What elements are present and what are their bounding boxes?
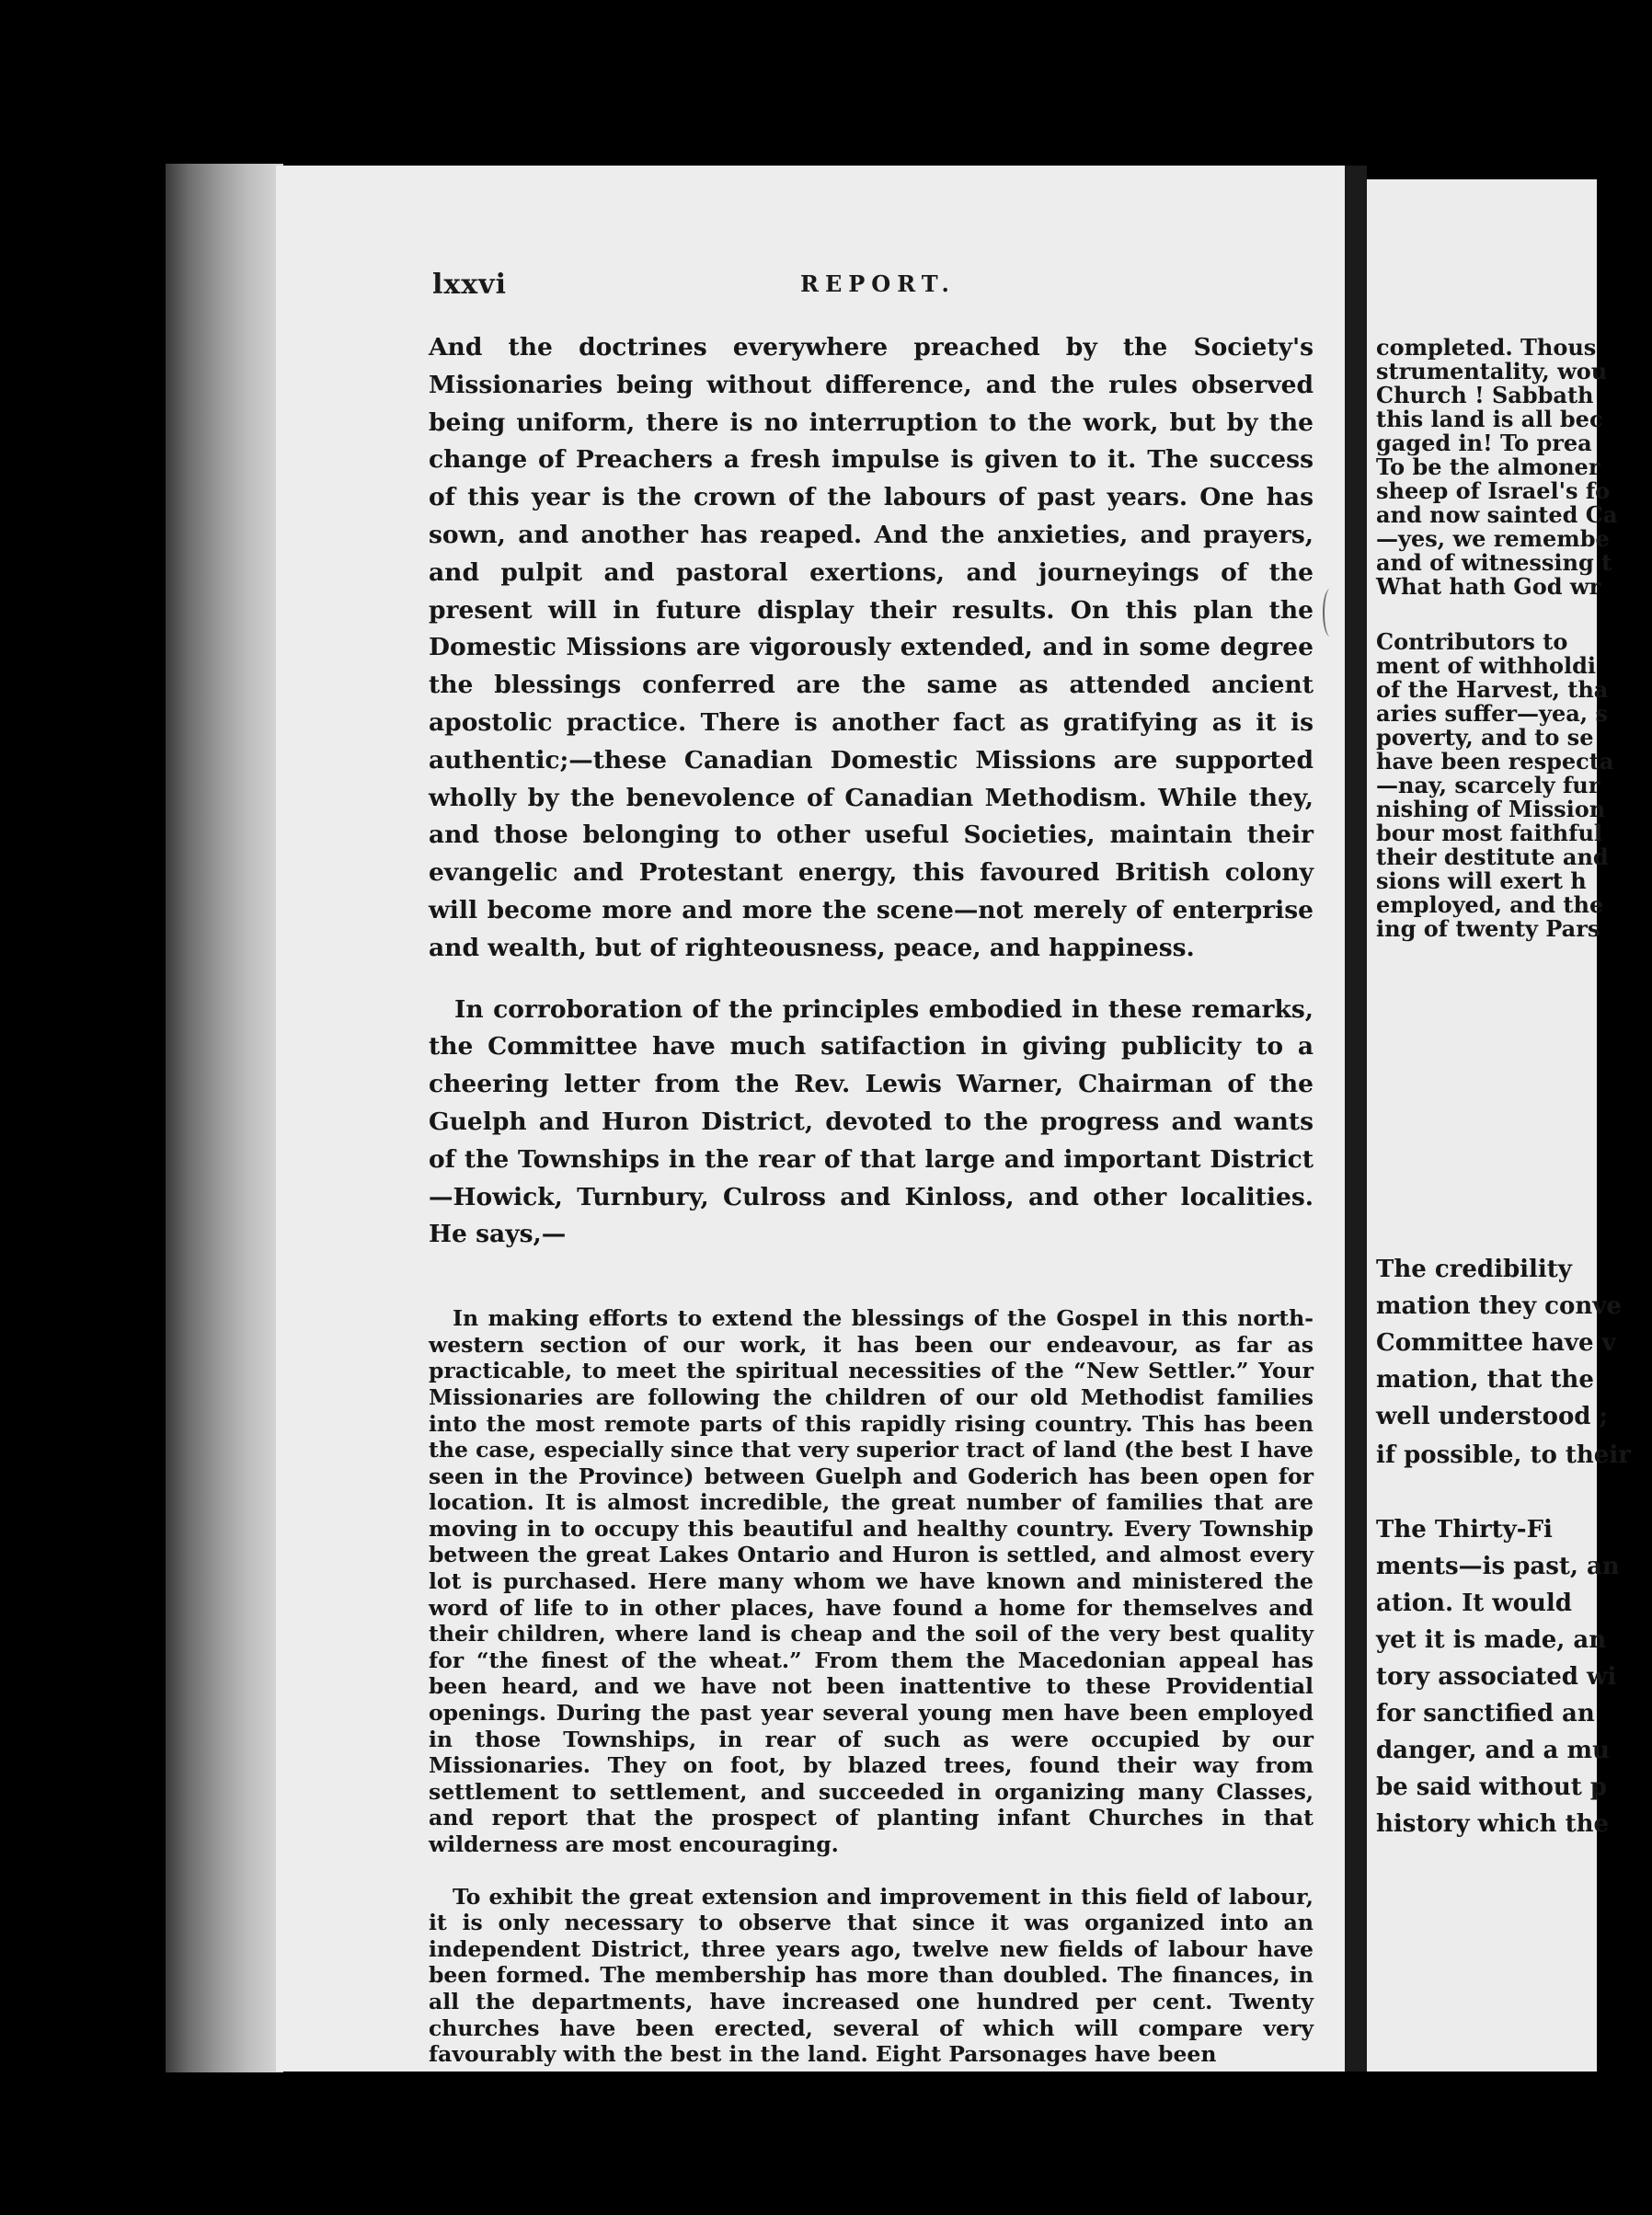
right-line: aries suffer—yea, s [1376, 700, 1609, 727]
right-line: mation, that the [1376, 1366, 1594, 1394]
right-line: well understood ; [1376, 1403, 1609, 1430]
book-edge [166, 164, 283, 2072]
right-line: yet it is made, an [1376, 1626, 1607, 1654]
right-line: and of witnessing t [1376, 549, 1612, 576]
quoted-letter-paragraph: In making efforts to extend the blessings of the Gospel in this north-western section of our work, it has been our endeavour, as far as practicable, to meet the spiritual necessities of the “New Settler.” Your Missionaries are following the children of our old Methodist families into the most remote parts of this rapidly rising country. This has been the case, especially since that very superior tract of land (the best I have seen in the Province) between Guelph and Goderich has been open for location. It is almost incredible, the great number of families that are moving in to occupy this beautiful and healthy country. Every Township between the great Lakes Ontario and Huron is settled, and almost every lot is purchased. Here many whom we have known and ministered the word of life to in other places, have found a home for themselves and their children, where land is cheap and the soil of the very best quality for “the finest of the wheat.” From them the Macedonian appeal has been heard, and we have not been inattentive to these Providential openings. During the past year several young men have been employed in those Townships, in rear of such as were occupied by our Missionaries. They on foot, by blazed trees, found their way from settlement to settlement, and succeeded in organizing many Classes, and report that the prospect of planting infant Churches in that wilderness are most encouraging. [429, 1305, 1314, 1857]
right-line: The Thirty-Fi [1376, 1516, 1553, 1544]
paragraph: And the doctrines everywhere preached by the Society's Missionaries being without difference, and the rules observed being uniform, there is no interruption to the work, but by the change of Preachers a fresh impulse is given to it. The success of this year is the crown of the labours of past years. One has sown, and another has reaped. And the anxieties, and prayers, and pulpit and pastoral exertions, and journeyings of the present will in future display their results. On this plan the Domestic Missions are vigorously extended, and in some degree the blessings conferred are the same as attended ancient apostolic practice. There is another fact as gratifying as it is authentic;—these Canadian Domestic Missions are supported wholly by the benevolence of Canadian Methodism. While they, and those belonging to other useful Societies, maintain their evangelic and Protestant energy, this favoured British colony will become more and more the scene—not merely of enterprise and wealth, but of righteousness, peace, and happiness. [429, 333, 1314, 962]
right-line: bour most faithful [1376, 820, 1603, 846]
paragraph: In corroboration of the principles embodied in these remarks, the Committee have much satifaction in giving publicity to a cheering letter from the Rev. Lewis Warner, Chairman of the Guelph and Huron District, devoted to the progress and wants of the Townships in the rear of that large and important District—Howick, Turnbury, Culross and Kinloss, and other localities. He says,— [429, 994, 1314, 1249]
page-header [432, 269, 1352, 305]
right-line: history which the [1376, 1810, 1610, 1838]
right-line: their destitute and [1376, 844, 1609, 870]
right-line: ation. It would [1376, 1590, 1572, 1617]
right-line: tory associated wi [1376, 1663, 1617, 1691]
right-line: gaged in! To prea [1376, 430, 1592, 456]
right-line: and now sainted Ca [1376, 501, 1618, 528]
right-line: —nay, scarcely fur [1376, 772, 1600, 798]
right-line: mation they conve [1376, 1292, 1622, 1320]
right-line: be said without p [1376, 1773, 1608, 1801]
right-line: ments—is past, an [1376, 1553, 1620, 1580]
right-line: sions will exert h [1376, 867, 1587, 894]
right-line: if possible, to their [1376, 1441, 1631, 1469]
quoted-letter-paragraph: To exhibit the great extension and improvement in this field of labour, it is only necessary to observe that since it was organized into an independent District, three years ago, twelve new fields of labour have been formed. The membership has more than doubled. The finances, in all the departments, have increased one hundred per cent. Twenty churches have been erected, several of which will compare very favourably with the best in the land. Eight Parsonages have been [429, 1883, 1314, 2068]
right-line: sheep of Israel's fo [1376, 477, 1611, 504]
right-line: poverty, and to se [1376, 724, 1594, 751]
page-number: lxxvi [432, 269, 507, 301]
right-line: ment of withholdi [1376, 652, 1597, 679]
margin-bracket-mark [1323, 589, 1337, 637]
running-title: REPORT. [800, 270, 956, 297]
right-line: Church ! Sabbath [1376, 382, 1594, 408]
right-line: To be the almoner [1376, 453, 1600, 480]
right-line: —yes, we remembe [1376, 525, 1610, 552]
right-line: have been respecta [1376, 748, 1614, 775]
right-line: The credibility [1376, 1256, 1572, 1283]
right-line: of the Harvest, tha [1376, 676, 1609, 703]
right-line: completed. Thous [1376, 334, 1597, 361]
right-line: Committee have v [1376, 1329, 1616, 1357]
right-line: nishing of Mission [1376, 796, 1606, 822]
right-line: What hath God wr [1376, 573, 1601, 600]
right-line: this land is all bec [1376, 406, 1603, 432]
right-line: Contributors to [1376, 628, 1568, 655]
page-gutter [1345, 166, 1367, 2072]
main-text-column [429, 329, 1314, 2068]
right-page [1367, 179, 1631, 2072]
right-line: danger, and a mu [1376, 1737, 1610, 1764]
right-line: ing of twenty Pars [1376, 915, 1600, 942]
right-line: employed, and the [1376, 891, 1604, 918]
right-line: for sanctified an [1376, 1700, 1595, 1727]
right-line: strumentality, wou [1376, 358, 1608, 384]
